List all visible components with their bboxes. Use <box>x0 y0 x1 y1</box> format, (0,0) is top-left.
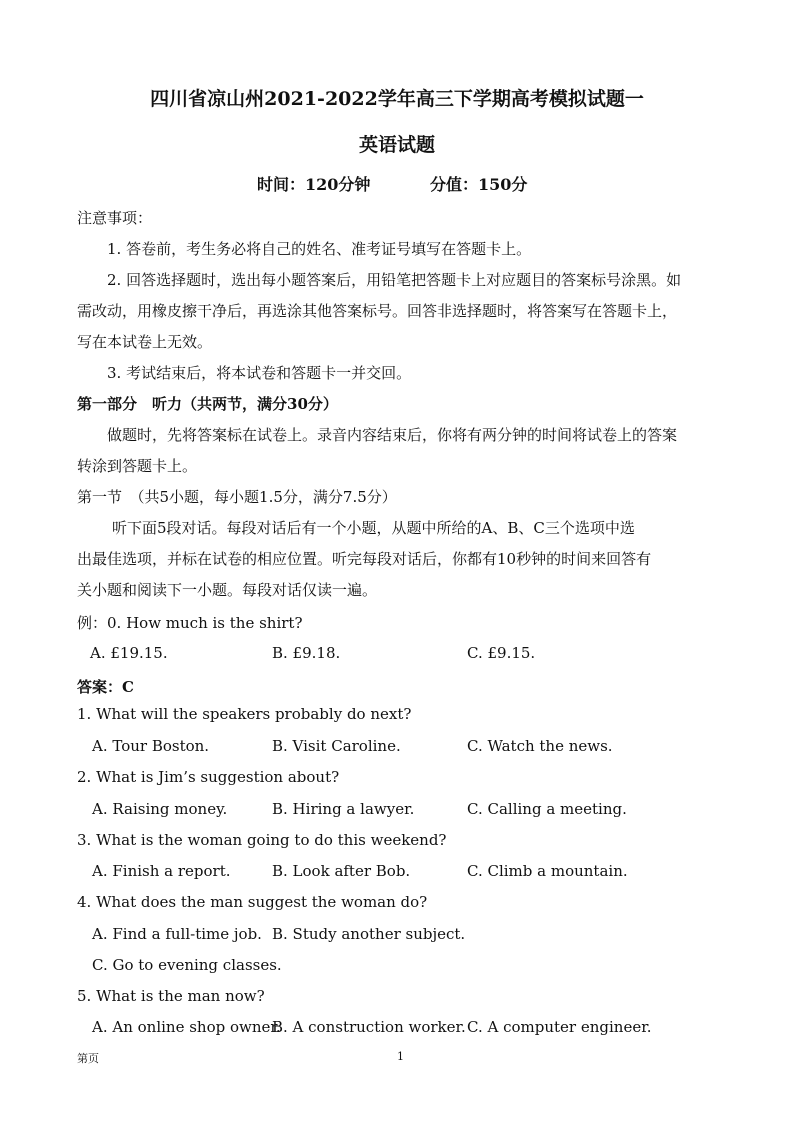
part1-intro-line-1: 做题时，先将答案标在试卷上。录音内容结束后，你将有两分钟的时间将试卷上的答案 <box>107 426 678 444</box>
question-2-option-b: B. Hiring a lawyer. <box>272 800 415 818</box>
example-answer: 答案：C <box>77 678 134 696</box>
notes-item-2-line-1: 2. 回答选择题时，选出每小题答案后，用铅笔把答题卡上对应题目的答案标号涂黑。如 <box>107 271 682 289</box>
example-option-a: A. £19.15. <box>90 644 168 662</box>
question-3-option-b: B. Look after Bob. <box>272 862 411 880</box>
question-5: 5. What is the man now? <box>77 987 265 1005</box>
notes-item-1: 1. 答卷前，考生务必将自己的姓名、准考证号填写在答题卡上。 <box>107 240 532 258</box>
section1-instr-line-3: 关小题和阅读下一小题。每段对话仅读一遍。 <box>77 581 378 599</box>
question-4-option-c: C. Go to evening classes. <box>92 956 282 974</box>
question-1-option-b: B. Visit Caroline. <box>272 737 401 755</box>
question-4: 4. What does the man suggest the woman do? <box>77 893 428 911</box>
question-4-option-a: A. Find a full-time job. <box>92 925 262 943</box>
question-5-option-b: B. A construction worker. <box>272 1018 466 1036</box>
example-option-b: B. £9.18. <box>272 644 341 662</box>
question-1-option-a: A. Tour Boston. <box>92 737 210 755</box>
question-5-option-c: C. A computer engineer. <box>467 1018 652 1036</box>
question-2-option-c: C. Calling a meeting. <box>467 800 627 818</box>
notes-item-3: 3. 考试结束后，将本试卷和答题卡一并交回。 <box>107 364 412 382</box>
section1-instr-line-1: 听下面5段对话。每段对话后有一个小题，从题中所给的A、B、C三个选项中选 <box>112 519 635 537</box>
notes-heading: 注意事项： <box>77 209 153 227</box>
question-1: 1. What will the speakers probably do next? <box>77 705 412 723</box>
example-option-c: C. £9.15. <box>467 644 536 662</box>
exam-score: 分值：150分 <box>430 175 528 194</box>
exam-title: 四川省凉山州2021-2022学年高三下学期高考模拟试题一 <box>150 88 644 110</box>
notes-item-2-line-3: 写在本试卷上无效。 <box>77 333 213 351</box>
footer-label: 第页 <box>77 1052 99 1065</box>
question-2: 2. What is Jim’s suggestion about? <box>77 768 340 786</box>
part1-heading: 第一部分 听力（共两节，满分30分） <box>77 395 338 413</box>
question-4-option-b: B. Study another subject. <box>272 925 466 943</box>
question-3-option-c: C. Climb a mountain. <box>467 862 628 880</box>
section1-instr-line-2: 出最佳选项，并标在试卷的相应位置。听完每段对话后，你都有10秒钟的时间来回答有 <box>77 550 652 568</box>
example-question: 例：0. How much is the shirt? <box>77 614 303 632</box>
question-1-option-c: C. Watch the news. <box>467 737 613 755</box>
section1-heading: 第一节 （共5小题，每小题1.5分，满分7.5分） <box>77 488 397 506</box>
question-5-option-a: A. An online shop owner. <box>92 1018 281 1036</box>
exam-time: 时间：120分钟 <box>257 175 371 194</box>
question-3: 3. What is the woman going to do this weekend? <box>77 831 447 849</box>
question-3-option-a: A. Finish a report. <box>92 862 231 880</box>
part1-intro-line-2: 转涂到答题卡上。 <box>77 457 198 475</box>
notes-item-2-line-2: 需改动，用橡皮擦干净后，再选涂其他答案标号。回答非选择题时，将答案写在答题卡上， <box>77 302 678 320</box>
question-2-option-a: A. Raising money. <box>92 800 228 818</box>
exam-subtitle: 英语试题 <box>358 134 435 156</box>
page-number: 1 <box>397 1050 404 1063</box>
